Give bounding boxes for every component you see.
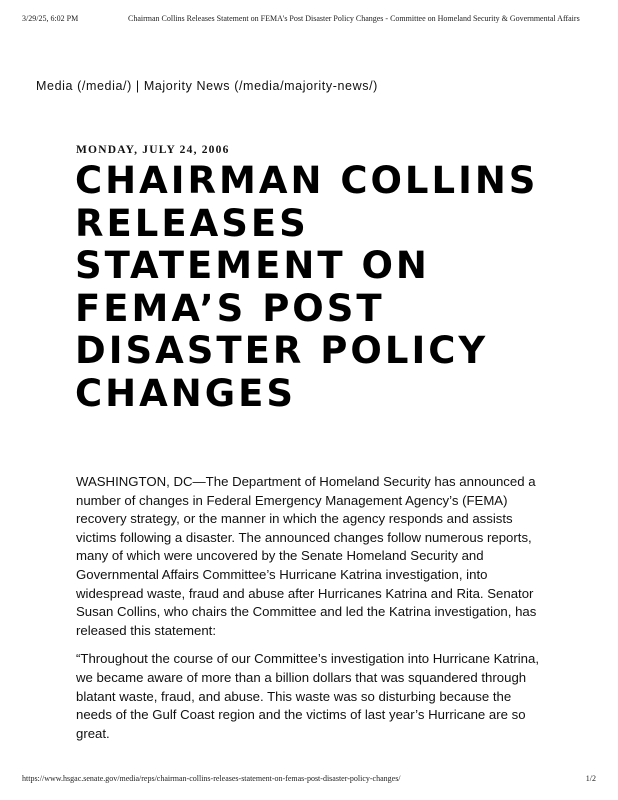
article-date: MONDAY, JULY 24, 2006 — [76, 144, 230, 156]
print-timestamp: 3/29/25, 6:02 PM — [22, 14, 79, 23]
breadcrumb-link-majority-news[interactable]: Majority News (/media/majority-news/) — [143, 79, 378, 93]
print-url: https://www.hsgac.senate.gov/media/reps/chairman-collins-releases-statement-on-femas-post-disaster-policy-changes/ — [22, 774, 401, 783]
breadcrumb-link-media[interactable]: Media (/media/) — [36, 79, 132, 93]
article-paragraph: WASHINGTON, DC—The Department of Homeland Security has announced a number of changes in Federal Emergency Management Agency’s (FEMA) recovery strategy, or the manner in which the agency responds and assists victims following a disaster. The announced changes follow numerous reports, many of which were uncovered by the Senate Homeland Security and Governmental Affairs Committee’s Hurricane Katrina investigation, into widespread waste, fraud and abuse after Hurricanes Katrina and Rita. Senator Susan Collins, who chairs the Committee and led the Katrina investigation, has released this statement: — [76, 474, 537, 638]
breadcrumb — [36, 79, 378, 93]
print-page-number: 1/2 — [585, 774, 596, 783]
article-body — [76, 473, 546, 753]
article-paragraph: “Throughout the course of our Committee’s investigation into Hurricane Katrina, we became aware of more than a billion dollars that was squandered through blatant waste, fraud, and abuse. This waste was so disturbing because the needs of the Gulf Coast region and the victims of last year’s Hurricane are so great. — [76, 651, 540, 741]
breadcrumb-separator: | — [135, 79, 140, 93]
print-page-title: Chairman Collins Releases Statement on FEMA's Post Disaster Policy Changes - Committee on Homeland Security & Governmental Affairs — [128, 14, 580, 23]
article-title: CHAIRMAN COLLINS RELEASES STATEMENT ON FEMA’S POST DISASTER POLICY CHANGES — [75, 159, 539, 415]
